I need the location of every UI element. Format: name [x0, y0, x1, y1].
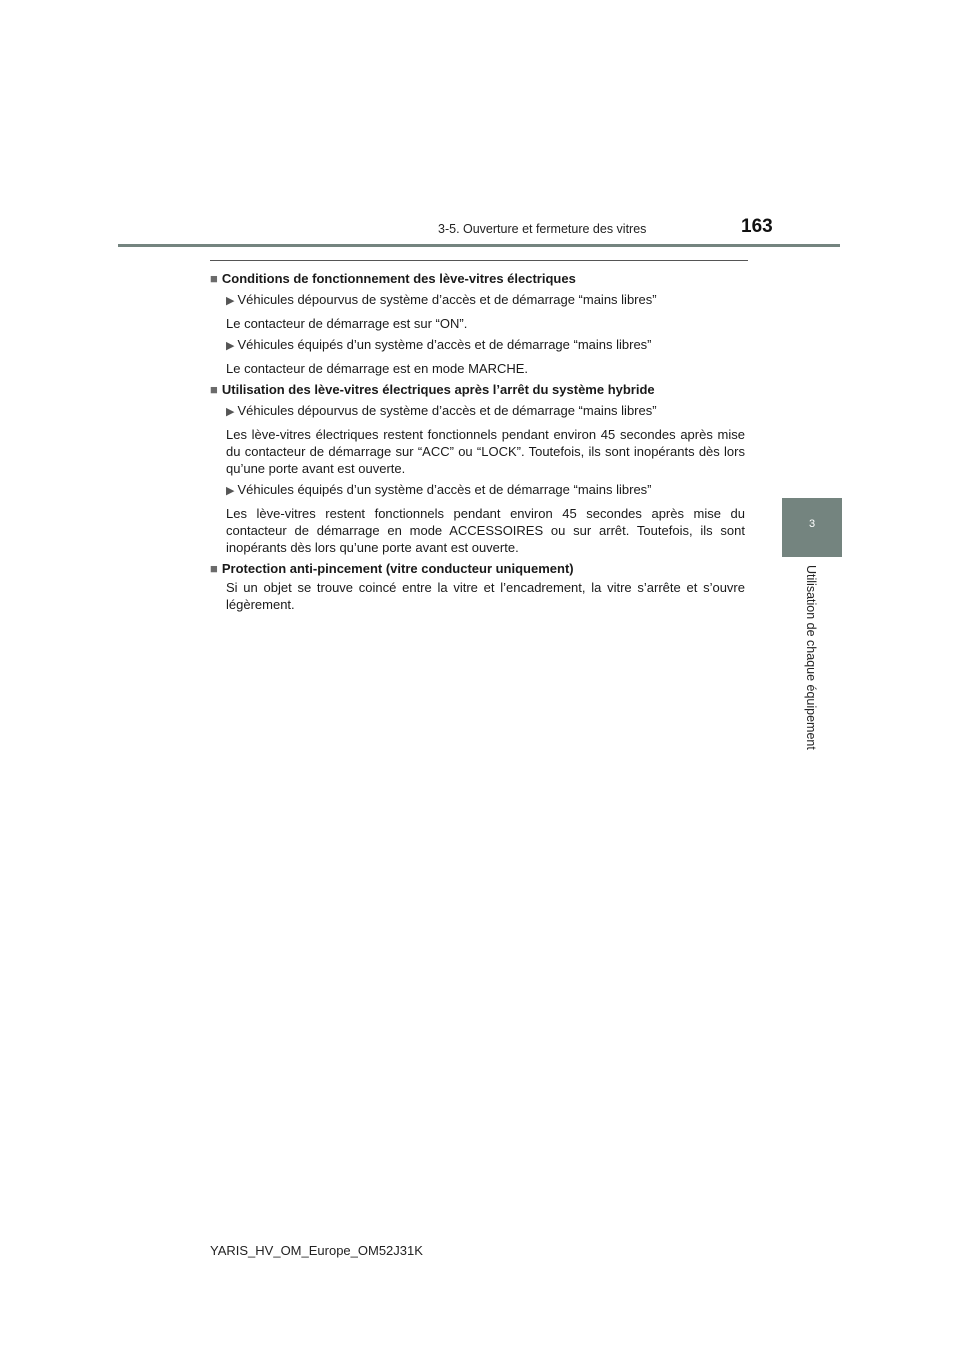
paragraph: Les lève-vitres restent fonctionnels pendant environ 45 secondes après mise du contacteur de démarrage en mode ACCESSOIRES ou sur arrêt. Toutefois, ils sont inopérants dès lors qu’une porte avant est ouverte.	[226, 506, 745, 555]
content-divider	[210, 260, 748, 261]
sub-heading-text: Véhicules équipés d’un système d’accès et de démarrage “mains libres”	[237, 337, 652, 352]
heading-text: Utilisation des lève-vitres électriques après l’arrêt du système hybride	[221, 382, 655, 397]
paragraph: Si un objet se trouve coincé entre la vitre et l’encadrement, la vitre s’arrête et s’ouvre légèrement.	[226, 580, 745, 612]
chapter-number: 3	[808, 518, 816, 530]
page-number: 163	[741, 216, 773, 237]
chapter-title: Utilisation de chaque équipement	[804, 565, 818, 750]
square-bullet-icon: ■	[210, 561, 218, 576]
sub-heading	[226, 481, 745, 500]
sub-heading	[226, 402, 745, 421]
sub-heading	[226, 336, 745, 355]
triangle-bullet-icon: ▶	[226, 340, 235, 352]
square-bullet-icon: ■	[210, 271, 218, 286]
sub-heading-text: Véhicules dépourvus de système d’accès et de démarrage “mains libres”	[237, 292, 657, 307]
paragraph: Le contacteur de démarrage est sur “ON”.	[226, 316, 468, 331]
triangle-bullet-icon: ▶	[226, 295, 235, 307]
triangle-bullet-icon: ▶	[226, 485, 235, 497]
sub-heading-text: Véhicules dépourvus de système d’accès et de démarrage “mains libres”	[237, 403, 657, 418]
paragraph: Le contacteur de démarrage est en mode MARCHE.	[226, 361, 529, 376]
section-heading	[210, 560, 745, 577]
paragraph: Les lève-vitres électriques restent fonctionnels pendant environ 45 secondes après mise du contacteur de démarrage sur “ACC” ou “LOCK”. Toutefois, ils sont inopérants dès lors qu’une porte avant est ouverte.	[226, 427, 745, 476]
document-code: YARIS_HV_OM_Europe_OM52J31K	[210, 1243, 423, 1258]
sub-heading	[226, 291, 745, 310]
section-heading	[210, 270, 745, 287]
section-heading	[210, 381, 745, 398]
sub-heading-text: Véhicules équipés d’un système d’accès et de démarrage “mains libres”	[237, 482, 652, 497]
section-header-title: 3-5. Ouverture et fermeture des vitres	[438, 222, 647, 236]
triangle-bullet-icon: ▶	[226, 406, 235, 418]
heading-text: Conditions de fonctionnement des lève-vitres électriques	[221, 271, 576, 286]
header-divider	[118, 244, 840, 247]
content-body	[210, 266, 745, 613]
square-bullet-icon: ■	[210, 382, 218, 397]
chapter-tab	[782, 498, 842, 557]
heading-text: Protection anti-pincement (vitre conducteur uniquement)	[221, 561, 574, 576]
